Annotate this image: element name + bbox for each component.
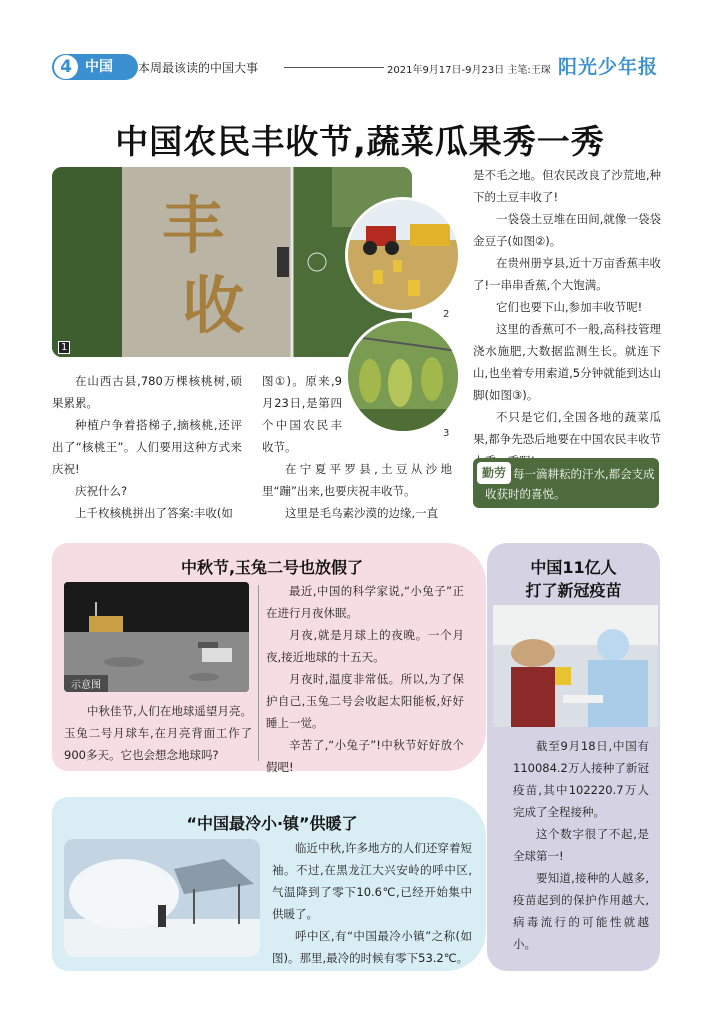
paragraph: 这里是毛乌素沙漠的边缘,一直 bbox=[285, 506, 439, 520]
vaccine-story bbox=[487, 543, 660, 971]
photo-label-2: 2 bbox=[443, 309, 450, 320]
photo-label-3: 3 bbox=[443, 428, 450, 439]
vaccination-illustration bbox=[493, 605, 658, 727]
newspaper-brand: 阳光少年报 bbox=[558, 56, 659, 78]
cold-town-title: “中国最冷小·镇”供暖了 bbox=[186, 814, 358, 833]
paragraph: 在贵州册亨县,近十万亩香蕉丰收了!一串串香蕉,个大饱满。 bbox=[473, 256, 661, 292]
paragraph: 在山西古县,780万棵核桃树,硕果累累。 bbox=[52, 374, 242, 410]
paragraph: 是不毛之地。但农民改良了沙荒地,种下的土豆丰收了! bbox=[473, 168, 661, 204]
main-column-1 bbox=[52, 370, 242, 524]
diligence-text: 每一滴耕耘的汗水,都会支成收获时的喜悦。 bbox=[485, 467, 655, 501]
banana-illustration bbox=[348, 321, 458, 431]
page-number: 4 bbox=[54, 55, 78, 79]
paragraph: 中秋佳节,人们在地球遥望月亮。玉兔二号月球车,在月亮背面工作了900多天。它也会想念地球吗? bbox=[64, 704, 252, 762]
paragraph: 要知道,接种的人越多,疫苗起到的保护作用越大,病毒流行的可能性就越小。 bbox=[513, 871, 649, 951]
vaccine-text bbox=[513, 735, 649, 955]
issue-date-editor: 2021年9月17日-9月23日 主笔:王琛 bbox=[387, 65, 551, 76]
lunar-rover-photo bbox=[64, 582, 249, 692]
diligence-tag: 勤劳 bbox=[477, 462, 511, 484]
section-badge bbox=[52, 54, 138, 80]
main-headline: 中国农民丰收节,蔬菜瓜果秀一秀 bbox=[115, 122, 605, 161]
photo-label-1: 1 bbox=[58, 341, 70, 354]
paragraph: 辛苦了,“小兔子”!中秋节好好放个假吧! bbox=[266, 738, 464, 774]
paragraph: 种植户争着搭梯子,摘核桃,还评出了“核桃王”。人们要用这种方式来庆祝! bbox=[52, 418, 242, 476]
main-column-3 bbox=[473, 164, 661, 472]
paragraph: 月夜,就是月球上的夜晚。一个月夜,接近地球的十五天。 bbox=[266, 628, 464, 664]
paragraph: 不只是它们,全国各地的蔬菜瓜果,都争先恐后地要在中国农民丰收节 bbox=[473, 410, 661, 446]
main-column-2-top bbox=[262, 370, 342, 458]
paragraph: 一袋袋土豆堆在田间,就像一袋袋金豆子(如图②)。 bbox=[473, 212, 661, 248]
mid-autumn-title: 中秋节,玉兔二号也放假了 bbox=[180, 558, 364, 577]
cold-town-illustration bbox=[64, 839, 260, 957]
section-name: 中国 bbox=[85, 59, 113, 75]
vaccination-photo bbox=[493, 605, 658, 727]
mid-autumn-right-text bbox=[266, 580, 464, 778]
paragraph: 月夜时,温度非常低。所以,为了保护自己,玉兔二号会收起太阳能板,好好睡上一觉。 bbox=[266, 672, 464, 730]
photo1-char-shou: 收 bbox=[182, 269, 245, 342]
header-divider bbox=[284, 67, 384, 68]
mid-autumn-story bbox=[52, 543, 486, 774]
paragraph: 这个数字很了不起,是全球第一! bbox=[513, 827, 649, 863]
paragraph: 在宁夏平罗县,土豆从沙地里“蹦”出来,也要庆祝丰收节。 bbox=[262, 462, 452, 498]
paragraph: 这里的香蕉可不一般,高科技管理浇水施肥,大数据监测生长。就连下山,也坐着专用索道,5分钟就能到达山脚(如图③)。 bbox=[473, 322, 661, 402]
mid-autumn-left-text bbox=[64, 700, 252, 766]
paragraph: 临近中秋,许多地方的人们还穿着短袖。不过,在黑龙江大兴安岭的呼中区,气温降到了零下10.6℃,已经开始集中供暖了。 bbox=[272, 841, 472, 921]
column-divider bbox=[258, 585, 259, 761]
photo1-char-feng: 丰 bbox=[162, 189, 225, 262]
header-slogan: 本周最该读的中国大事 bbox=[138, 61, 259, 75]
paragraph: 图①)。原来,9月23日,是第四个中国农民丰收节。 bbox=[262, 374, 342, 454]
diligence-note bbox=[473, 458, 659, 508]
paragraph: 上千枚核桃拼出了答案:丰收(如 bbox=[75, 506, 233, 520]
vaccine-title-line2: 打了新冠疫苗 bbox=[525, 581, 622, 600]
paragraph: 庆祝什么? bbox=[75, 484, 128, 498]
paragraph: 呼中区,有“中国最冷小镇”之称(如图)。那里,最冷的时候有零下53.2℃。 bbox=[272, 929, 472, 965]
vaccine-title-line1: 中国11亿人 bbox=[530, 558, 617, 577]
banana-ropeway-photo bbox=[345, 318, 461, 434]
illustration-caption: 示意图 bbox=[64, 675, 108, 692]
frozen-mist-photo bbox=[64, 839, 260, 957]
page-header bbox=[40, 52, 680, 82]
main-column-2-bottom bbox=[262, 458, 452, 524]
cold-town-text bbox=[272, 837, 472, 969]
paragraph: 它们也要下山,参加丰收节呢! bbox=[496, 300, 643, 314]
potato-illustration bbox=[348, 200, 458, 310]
cold-town-story bbox=[52, 797, 486, 971]
paragraph: 截至9月18日,中国有110084.2万人接种了新冠疫苗,其中102220.7万人完成了全程接种。 bbox=[513, 739, 649, 819]
potato-harvest-photo bbox=[345, 197, 461, 313]
paragraph: 最近,中国的科学家说,“小兔子”正在进行月夜休眠。 bbox=[266, 584, 464, 620]
